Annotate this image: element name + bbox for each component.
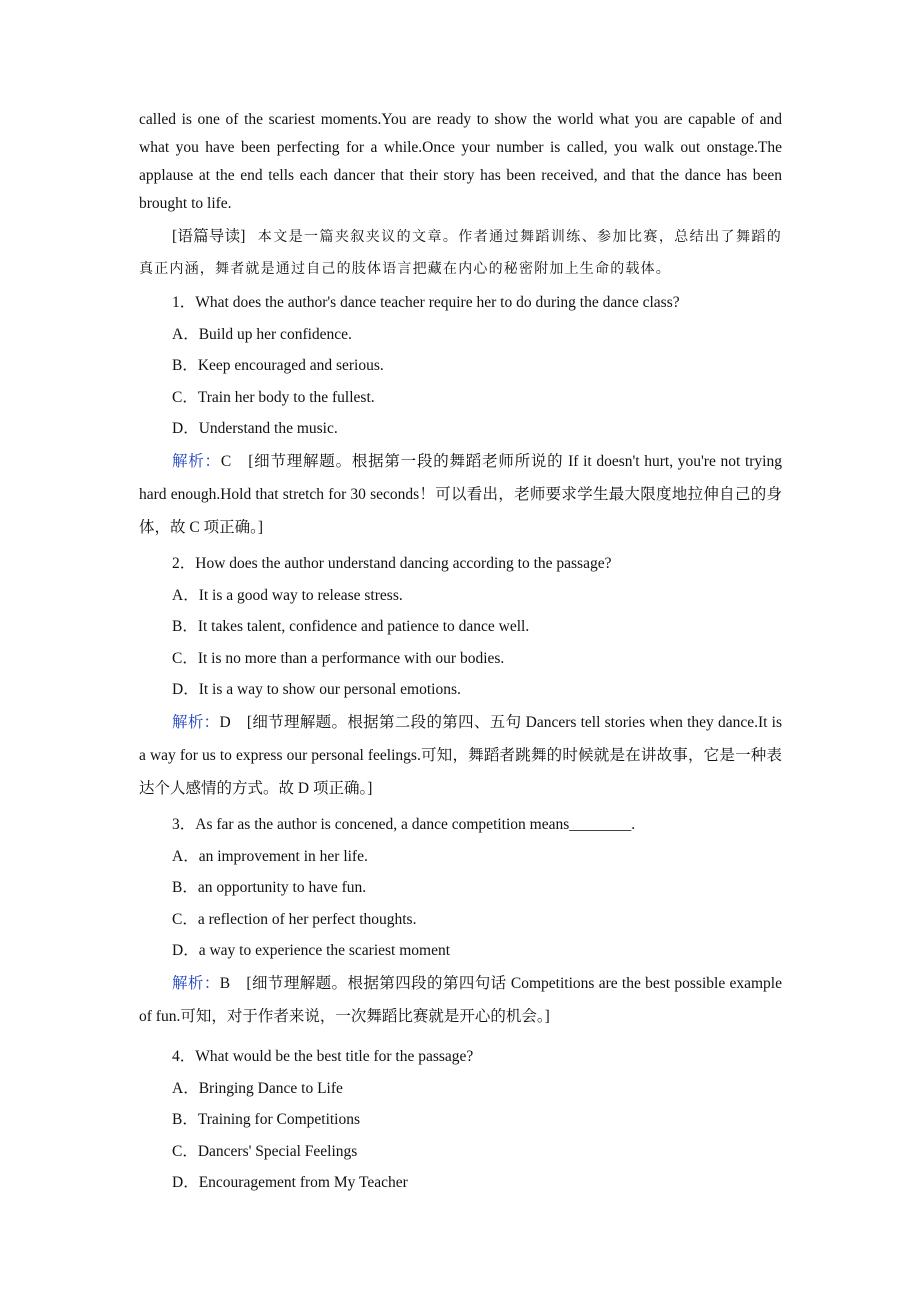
question-1 — [139, 287, 782, 544]
option-a: A．Bringing Dance to Life — [172, 1079, 343, 1097]
option-d: D．Understand the music. — [172, 420, 338, 438]
reading-guide-label: [语篇导读] — [172, 228, 246, 245]
option-c: C．Dancers' Special Feelings — [172, 1142, 358, 1160]
option-b: B．Training for Competitions — [172, 1111, 361, 1129]
analysis-text: B [细节理解题。根据第四段的第四句话 Competitions are the best possible example of fun.可知，对于作者来说，一次舞蹈比赛就是开心的机会。] — [139, 974, 782, 1025]
question-stem: 1．What does the author's dance teacher require her to do during the dance class? — [172, 294, 680, 311]
analysis-label: 解析： — [172, 974, 220, 992]
question-stem: 3．As far as the author is concened, a dance competition means________. — [172, 815, 636, 833]
analysis-text: D [细节理解题。根据第二段的第四、五句 Dancers tell stories when they dance.It is a way for us to express our personal feelings.可知，舞蹈者跳舞的时候就是在讲故事，它是一种表达个人感情的方式。故 D 项正确。] — [139, 713, 782, 797]
intro-paragraph: called is one of the scariest moments.You are ready to show the world what you are capable of and what you have been perfecting for a while.Once your number is called, you walk out onstage.The applause at the end tells each dancer that their story has been received, and that the dance has been brought to life. — [139, 111, 782, 212]
option-b: B．Keep encouraged and serious. — [172, 357, 384, 375]
question-2 — [139, 548, 782, 805]
option-d: D．Encouragement from My Teacher — [172, 1174, 408, 1192]
option-b: B．an opportunity to have fun. — [172, 879, 367, 897]
analysis — [139, 967, 782, 1033]
analysis-label: 解析： — [172, 713, 220, 731]
option-d: D．a way to experience the scariest moment — [172, 942, 451, 960]
option-c: C．a reflection of her perfect thoughts. — [172, 910, 417, 928]
question-stem: 2．How does the author understand dancing according to the passage? — [172, 554, 612, 572]
question-stem: 4．What would be the best title for the passage? — [172, 1047, 474, 1065]
analysis — [139, 445, 782, 544]
analysis — [139, 706, 782, 805]
option-a: A．It is a good way to release stress. — [172, 586, 403, 604]
option-a: A．an improvement in her life. — [172, 847, 368, 865]
analysis-text: C [细节理解题。根据第一段的舞蹈老师所说的 If it doesn't hurt, you're not trying hard enough.Hold that stretch for 30 seconds！可以看出，老师要求学生最大限度地拉伸自己的身体，故 C 项正确。] — [139, 452, 782, 536]
question-4 — [139, 1041, 782, 1199]
reading-guide — [139, 221, 782, 285]
option-b: B．It takes talent, confidence and patience to dance well. — [172, 618, 530, 636]
option-d: D．It is a way to show our personal emotions. — [172, 681, 461, 699]
analysis-label: 解析： — [172, 452, 221, 470]
question-3 — [139, 809, 782, 1033]
option-c: C．Train her body to the fullest. — [172, 388, 375, 406]
option-c: C．It is no more than a performance with our bodies. — [172, 649, 505, 667]
option-a: A．Build up her confidence. — [172, 325, 352, 343]
document-page — [139, 106, 782, 1199]
reading-guide-text: 本文是一篇夹叙夹议的文章。作者通过舞蹈训练、参加比赛，总结出了舞蹈的真正内涵，舞者就是通过自己的肢体语言把藏在内心的秘密附加上生命的载体。 — [139, 229, 782, 277]
